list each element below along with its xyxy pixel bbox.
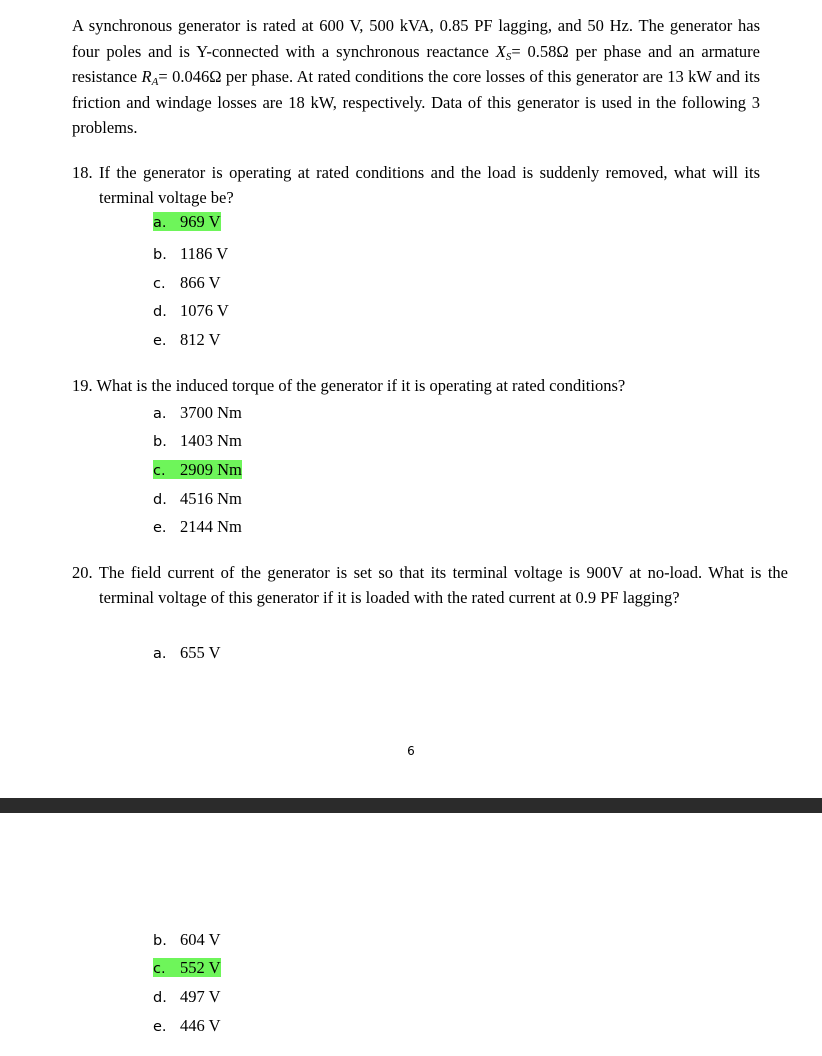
option-19-d[interactable]: [153, 488, 242, 510]
option-19-b[interactable]: [153, 430, 242, 452]
option-value: 1076 V: [180, 301, 229, 320]
option-value: 866 V: [180, 273, 221, 292]
option-letter: b.: [153, 933, 167, 949]
option-value: 497 V: [180, 987, 221, 1006]
answer-highlight: [153, 460, 242, 479]
option-letter: c.: [153, 276, 166, 292]
ra-subscript: A: [151, 76, 159, 88]
option-18-e[interactable]: [153, 329, 221, 351]
option-letter: a.: [153, 406, 167, 422]
option-20-c[interactable]: [153, 957, 221, 979]
option-letter: d.: [153, 492, 167, 508]
xs-subscript: S: [505, 50, 512, 63]
option-18-b[interactable]: [153, 243, 228, 265]
problem-intro: [72, 13, 760, 141]
option-value: 4516 Nm: [180, 489, 242, 508]
option-value: 3700 Nm: [180, 403, 242, 422]
question-20: [72, 561, 788, 610]
option-value: 2909 Nm: [180, 460, 242, 479]
option-letter: c.: [153, 961, 166, 977]
question-19-text: 19. What is the induced torque of the generator if it is operating at rated conditions?: [72, 376, 626, 395]
page-separator: [0, 798, 822, 813]
option-18-d[interactable]: [153, 300, 229, 322]
option-value: 655 V: [180, 643, 221, 662]
answer-highlight: [153, 212, 221, 231]
option-20-a[interactable]: [153, 642, 221, 664]
question-18-text: 18. If the generator is operating at rated conditions and the load is suddenly removed, what will its terminal voltage be?: [72, 163, 761, 207]
option-20-e[interactable]: [153, 1015, 221, 1037]
question-number: 19.: [72, 376, 93, 395]
document-page-7: [0, 813, 822, 1056]
option-letter: e.: [153, 520, 167, 536]
option-19-c[interactable]: [153, 459, 242, 481]
ra-symbol: R: [141, 67, 152, 86]
xs-symbol: X: [495, 41, 506, 61]
option-19-e[interactable]: [153, 516, 242, 538]
option-letter: e.: [153, 333, 167, 349]
answer-highlight: [153, 958, 221, 977]
option-value: 969 V: [180, 212, 221, 231]
option-letter: c.: [153, 463, 166, 479]
option-value: 604 V: [180, 930, 221, 949]
option-letter: e.: [153, 1019, 167, 1035]
question-number: 18.: [72, 163, 93, 182]
option-letter: b.: [153, 434, 167, 450]
page-number: 6: [407, 744, 415, 758]
option-18-a[interactable]: [153, 211, 221, 233]
option-value: 812 V: [180, 330, 221, 349]
option-letter: b.: [153, 247, 167, 263]
question-number: 20.: [72, 563, 93, 582]
option-20-d[interactable]: [153, 986, 221, 1008]
option-value: 552 V: [180, 958, 221, 977]
option-letter: a.: [153, 646, 167, 662]
option-value: 1186 V: [180, 244, 229, 263]
option-20-b[interactable]: [153, 929, 221, 951]
intro-text-3: = 0.046Ω per phase. At rated conditions the core losses of this generator are 13 kW and its friction and windage losses are 18 kW, respectively. Data of this generator is used in the following 3 problems.: [72, 67, 760, 137]
option-18-c[interactable]: [153, 272, 221, 294]
option-value: 2144 Nm: [180, 517, 242, 536]
option-value: 1403 Nm: [180, 431, 242, 450]
option-value: 446 V: [180, 1016, 221, 1035]
option-letter: d.: [153, 990, 167, 1006]
option-19-a[interactable]: [153, 402, 242, 424]
question-18: [72, 161, 760, 210]
question-19: [72, 374, 760, 399]
intro-text-1: A synchronous generator is rated at 600 V, 500 kVA, 0.85 PF lagging, and 50 Hz. The generator has four poles and is Y-connected with a synchronous reactance: [72, 16, 760, 61]
question-20-text: 20. The field current of the generator is set so that its terminal voltage is 900V at no-load. What is the terminal voltage of this generator if it is loaded with the rated current at 0.9 PF lagging?: [72, 563, 789, 607]
option-letter: a.: [153, 215, 167, 231]
option-letter: d.: [153, 304, 167, 320]
intro-text-2: = 0.58Ω per phase and an armature resistance: [72, 41, 760, 86]
